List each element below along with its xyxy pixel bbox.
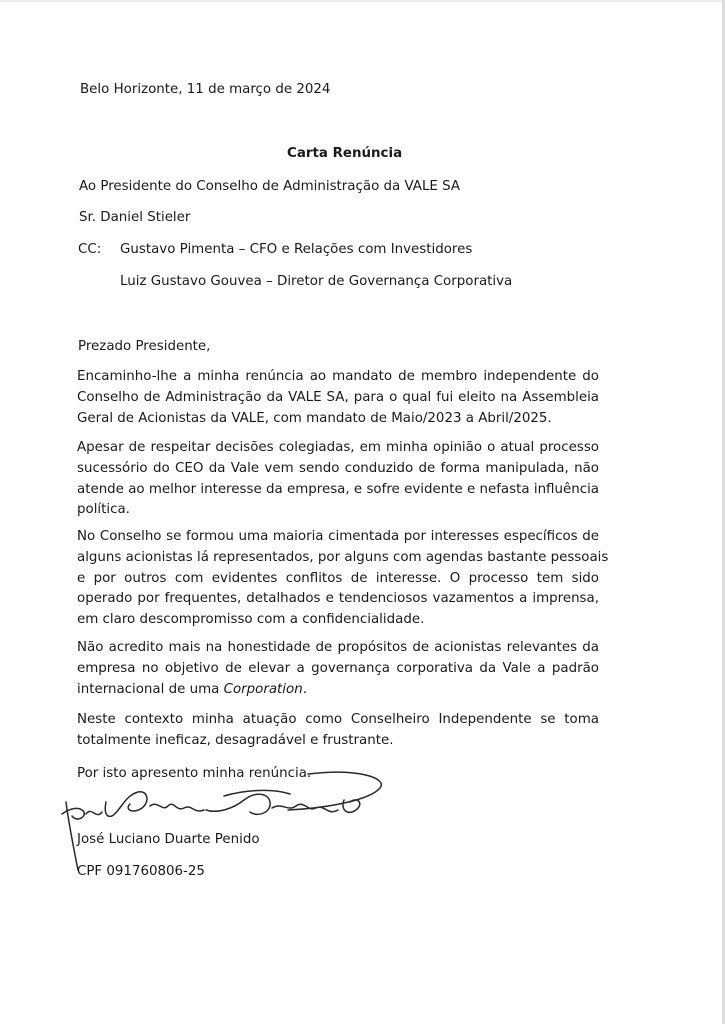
paragraph-line: No Conselho se formou uma maioria cimentada por interesses específicos de bbox=[77, 529, 599, 544]
addressee: Ao Presidente do Conselho de Administração da VALE SA bbox=[79, 179, 461, 194]
recipient-name: Sr. Daniel Stieler bbox=[79, 210, 191, 225]
paragraph-line: Geral de Acionistas da VALE, com mandato de Maio/2023 a Abril/2025. bbox=[77, 410, 552, 426]
paragraph-line: Conselho de Administração da VALE SA, para o qual fui eleito na Assembleia bbox=[77, 389, 599, 405]
paragraph-text: . bbox=[302, 681, 307, 697]
signatory-name: José Luciano Duarte Penido bbox=[77, 832, 260, 847]
paragraph-line: atende ao melhor interesse da empresa, e sofre evidente e nefasta influência bbox=[77, 481, 599, 497]
place-date: Belo Horizonte, 11 de março de 2024 bbox=[80, 82, 331, 97]
paragraph-line: alguns acionistas lá representados, por alguns com agendas bastante pessoais bbox=[77, 549, 609, 565]
paragraph-4 bbox=[77, 638, 599, 700]
paragraph-line: sucessório do CEO da Vale vem sendo conduzido de forma manipulada, não bbox=[77, 460, 599, 476]
cc-label: CC: bbox=[78, 242, 102, 257]
paragraph-1 bbox=[77, 367, 599, 429]
paragraph-line: Apesar de respeitar decisões colegiadas, em minha opinião o atual processo bbox=[77, 440, 599, 455]
closing-line: Por isto apresento minha renúncia. bbox=[77, 766, 312, 781]
paragraph-line: em claro descompromisso com a confidencialidade. bbox=[77, 612, 425, 628]
salutation: Prezado Presidente, bbox=[78, 339, 211, 354]
paragraph-2 bbox=[77, 438, 599, 521]
cc-recipient-2: Luiz Gustavo Gouvea – Diretor de Governança Corporativa bbox=[120, 274, 513, 289]
paragraph-line: Não acredito mais na honestidade de propósitos de acionistas relevantes da bbox=[77, 640, 599, 655]
paragraph-line: e por outros com evidentes conflitos de interesse. O processo tem sido bbox=[77, 570, 599, 586]
cc-recipient-1: Gustavo Pimenta – CFO e Relações com Investidores bbox=[120, 242, 473, 257]
paragraph-line: Encaminho-lhe a minha renúncia ao mandato de membro independente do bbox=[77, 369, 599, 384]
signatory-cpf: CPF 091760806-25 bbox=[77, 864, 205, 879]
paragraph-line: Neste contexto minha atuação como Conselheiro Independente se toma bbox=[77, 712, 599, 727]
paragraph-5 bbox=[77, 710, 599, 752]
paragraph-text: internacional de uma bbox=[77, 681, 224, 697]
paragraph-line: operado por frequentes, detalhados e tendenciosos vazamentos a imprensa, bbox=[77, 591, 599, 607]
paragraph-line: totalmente ineficaz, desagradável e frustrante. bbox=[77, 732, 394, 748]
italic-term: Corporation bbox=[223, 681, 303, 697]
letter-title: Carta Renúncia bbox=[287, 146, 403, 161]
paragraph-3 bbox=[77, 527, 609, 631]
paragraph-line: política. bbox=[77, 502, 130, 518]
paragraph-line-last bbox=[77, 680, 599, 701]
page-edge-top bbox=[0, 0, 725, 2]
paragraph-line: empresa no objetivo de elevar a governança corporativa da Vale a padrão bbox=[77, 660, 599, 676]
